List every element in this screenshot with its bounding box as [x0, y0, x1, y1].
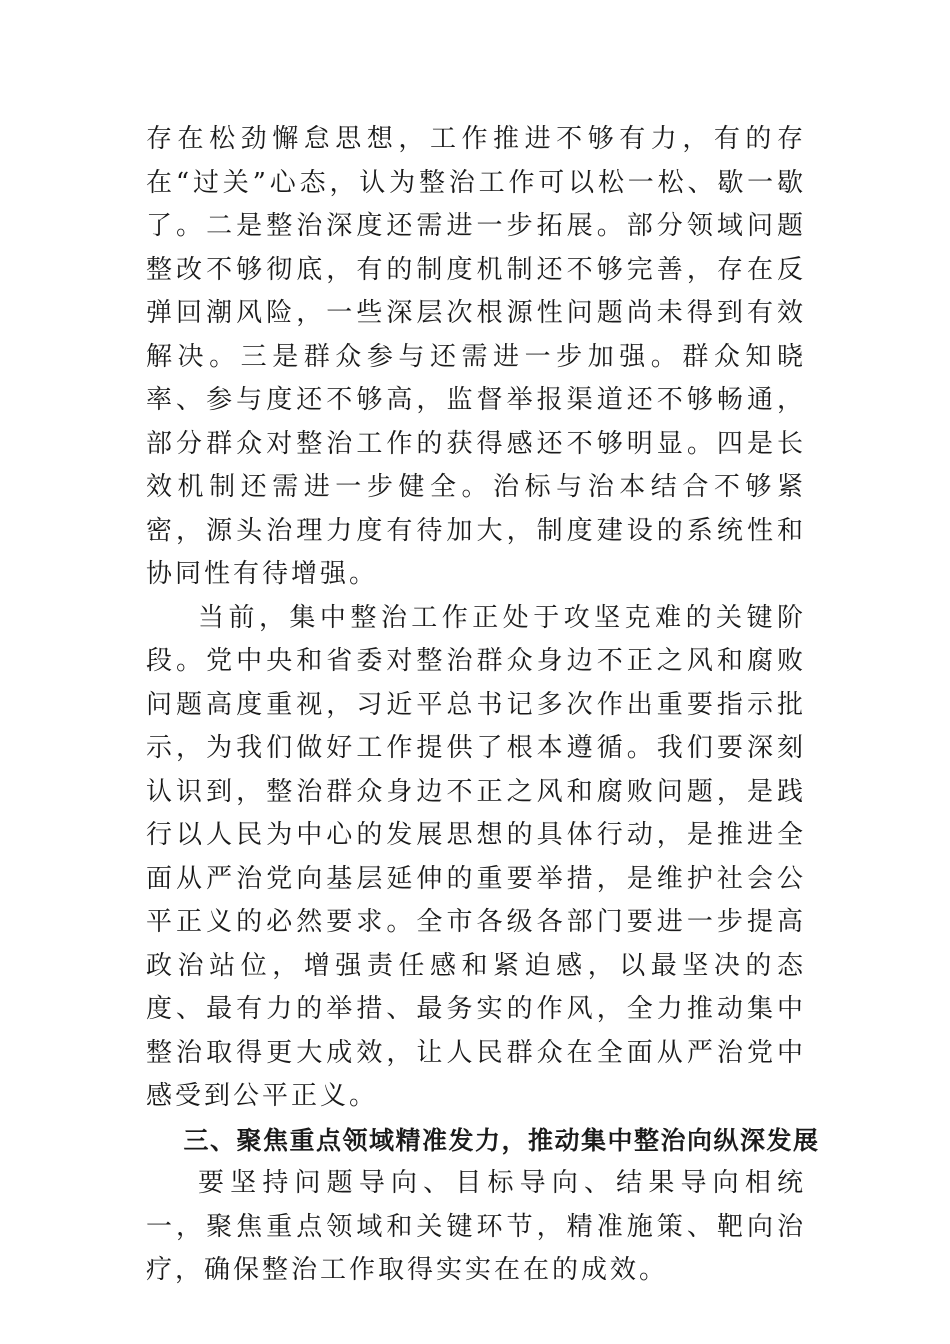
- document-body: [146, 118, 820, 1293]
- section-heading: 三、聚焦重点领域精准发力，推动集中整治向纵深发展: [183, 1125, 820, 1155]
- paragraph-section-intro: 要坚持问题导向、目标导向、结果导向相统一，聚焦重点领域和关键环节，精准施策、靶向治疗，确保整治工作取得实实在在的成效。: [146, 1168, 806, 1285]
- paragraph-current-stage: 当前，集中整治工作正处于攻坚克难的关键阶段。党中央和省委对整治群众身边不正之风和腐败问题高度重视，习近平总书记多次作出重要指示批示，为我们做好工作提供了根本遵循。我们要深刻认识到，整治群众身边不正之风和腐败问题，是践行以人民为中心的发展思想的具体行动，是推进全面从严治党向基层延伸的重要举措，是维护社会公平正义的必然要求。全市各级各部门要进一步提高政治站位，增强责任感和紧迫感，以最坚决的态度、最有力的举措、最务实的作风，全力推动集中整治取得更大成效，让人民群众在全面从严治党中感受到公平正义。: [146, 602, 806, 1111]
- paragraph-continuation: 存在松劲懈怠思想，工作推进不够有力，有的存在“过关”心态，认为整治工作可以松一松、歇一歇了。二是整治深度还需进一步拓展。部分领域问题整改不够彻底，有的制度机制还不够完善，存在反弹回潮风险，一些深层次根源性问题尚未得到有效解决。三是群众参与还需进一步加强。群众知晓率、参与度还不够高，监督举报渠道还不够畅通，部分群众对整治工作的获得感还不够明显。四是长效机制还需进一步健全。治标与治本结合不够紧密，源头治理力度有待加大，制度建设的系统性和协同性有待增强。: [146, 124, 806, 589]
